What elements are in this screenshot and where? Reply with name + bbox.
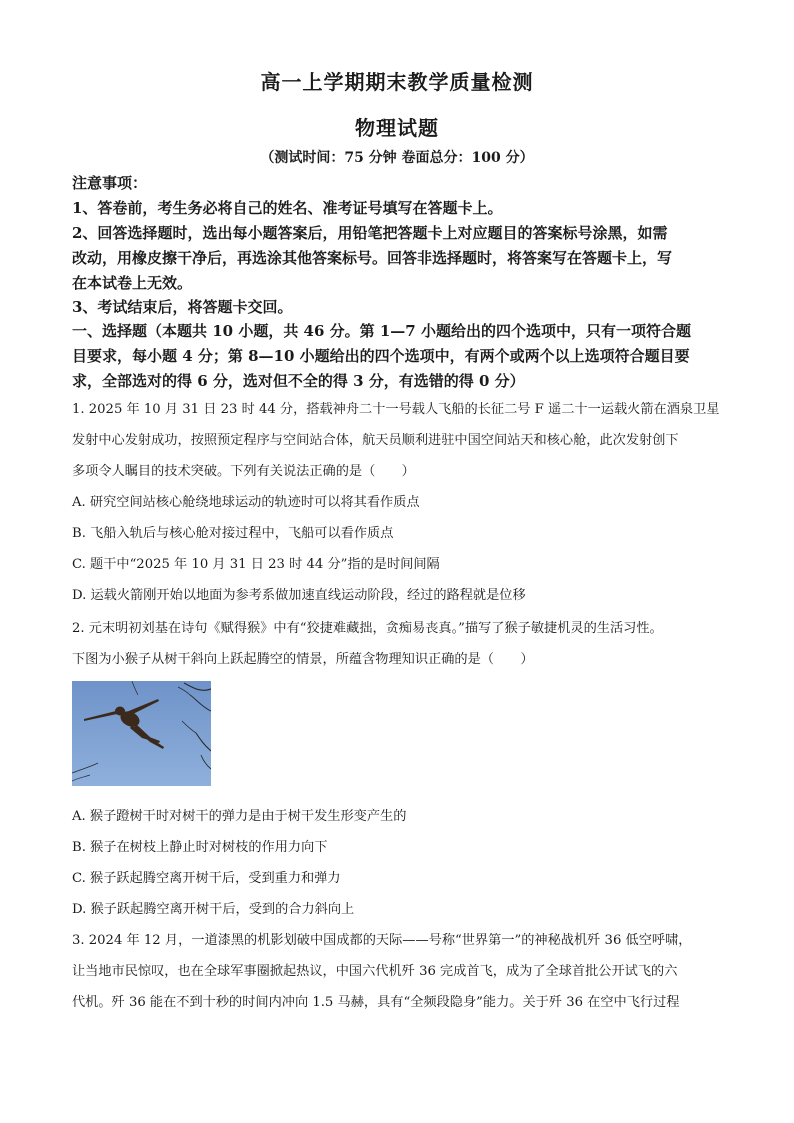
monkey-leaping-photo (72, 681, 211, 786)
subject-title: 物理试题 (355, 116, 439, 140)
option-c: C. 题干中“2025 年 10 月 31 日 23 时 44 分”指的是时间间隔 (72, 557, 440, 572)
option-d: D. 运载火箭刚开始以地面为参考系做加速直线运动阶段，经过的路程就是位移 (72, 588, 526, 603)
exam-info: （测试时间：75 分钟 卷面总分：100 分） (260, 150, 534, 166)
question-stem: 让当地市民惊叹，也在全球军事圈掀起热议，中国六代机歼 36 完成首飞，成为了全球首批公开试飞的六 (72, 964, 678, 979)
notice-item: 2、回答选择题时，选出每小题答案后，用铅笔把答题卡上对应题目的答案标号涂黑，如需 (72, 224, 668, 242)
notice-item: 改动，用橡皮擦干净后，再选涂其他答案标号。回答非选择题时，将答案写在答题卡上，写 (72, 249, 673, 267)
option-a: A. 猴子蹬树干时对树干的弹力是由于树干发生形变产生的 (72, 809, 407, 824)
section-heading: 目要求，每小题 4 分；第 8—10 小题给出的四个选项中，有两个或两个以上选项符合题目要 (72, 347, 690, 365)
question-stem: 代机。歼 36 能在不到十秒的时间内冲向 1.5 马赫，具有“全频段隐身”能力。关于歼 36 在空中飞行过程 (72, 995, 680, 1010)
section-heading: 一、选择题（本题共 10 小题，共 46 分。第 1—7 小题给出的四个选项中，只有一项符合题 (72, 322, 691, 340)
option-a: A. 研究空间站核心舱绕地球运动的轨迹时可以将其看作质点 (72, 495, 420, 510)
option-d: D. 猴子跃起腾空离开树干后，受到的合力斜向上 (72, 902, 355, 917)
notice-heading: 注意事项： (72, 174, 148, 192)
section-heading: 求，全部选对的得 6 分，选对但不全的得 3 分，有选错的得 0 分） (72, 372, 525, 390)
monkey-photo-graphic (72, 681, 211, 786)
option-b: B. 猴子在树枝上静止时对树枝的作用力向下 (72, 840, 328, 855)
notice-item: 3、考试结束后，将答题卡交回。 (72, 298, 293, 316)
question-stem: 3. 2024 年 12 月，一道漆黑的机影划破中国成都的天际——号称“世界第一”的神秘战机歼 36 低空呼啸， (72, 933, 692, 948)
question-stem: 下图为小猴子从树干斜向上跃起腾空的情景，所蕴含物理知识正确的是（ ） (72, 652, 534, 667)
question-stem: 发射中心发射成功，按照预定程序与空间站合体，航天员顺利进驻中国空间站天和核心舱，此次发射创下 (72, 433, 679, 448)
question-stem: 2. 元末明初刘基在诗句《赋得猴》中有“狡捷难藏拙，贪痴易丧真。”描写了猴子敏捷机灵的生活习性。 (72, 621, 663, 636)
notice-item: 1、答卷前，考生务必将自己的姓名、准考证号填写在答题卡上。 (72, 199, 503, 217)
main-title: 高一上学期期末教学质量检测 (260, 70, 534, 94)
question-stem: 多项令人瞩目的技术突破。下列有关说法正确的是（ ） (72, 464, 415, 479)
option-c: C. 猴子跃起腾空离开树干后，受到重力和弹力 (72, 871, 341, 886)
notice-item: 在本试卷上无效。 (72, 274, 193, 292)
option-b: B. 飞船入轨后与核心舱对接过程中，飞船可以看作质点 (72, 526, 394, 541)
question-stem: 1. 2025 年 10 月 31 日 23 时 44 分，搭载神舟二十一号载人飞船的长征二号 F 遥二十一运载火箭在酒泉卫星 (72, 402, 720, 417)
